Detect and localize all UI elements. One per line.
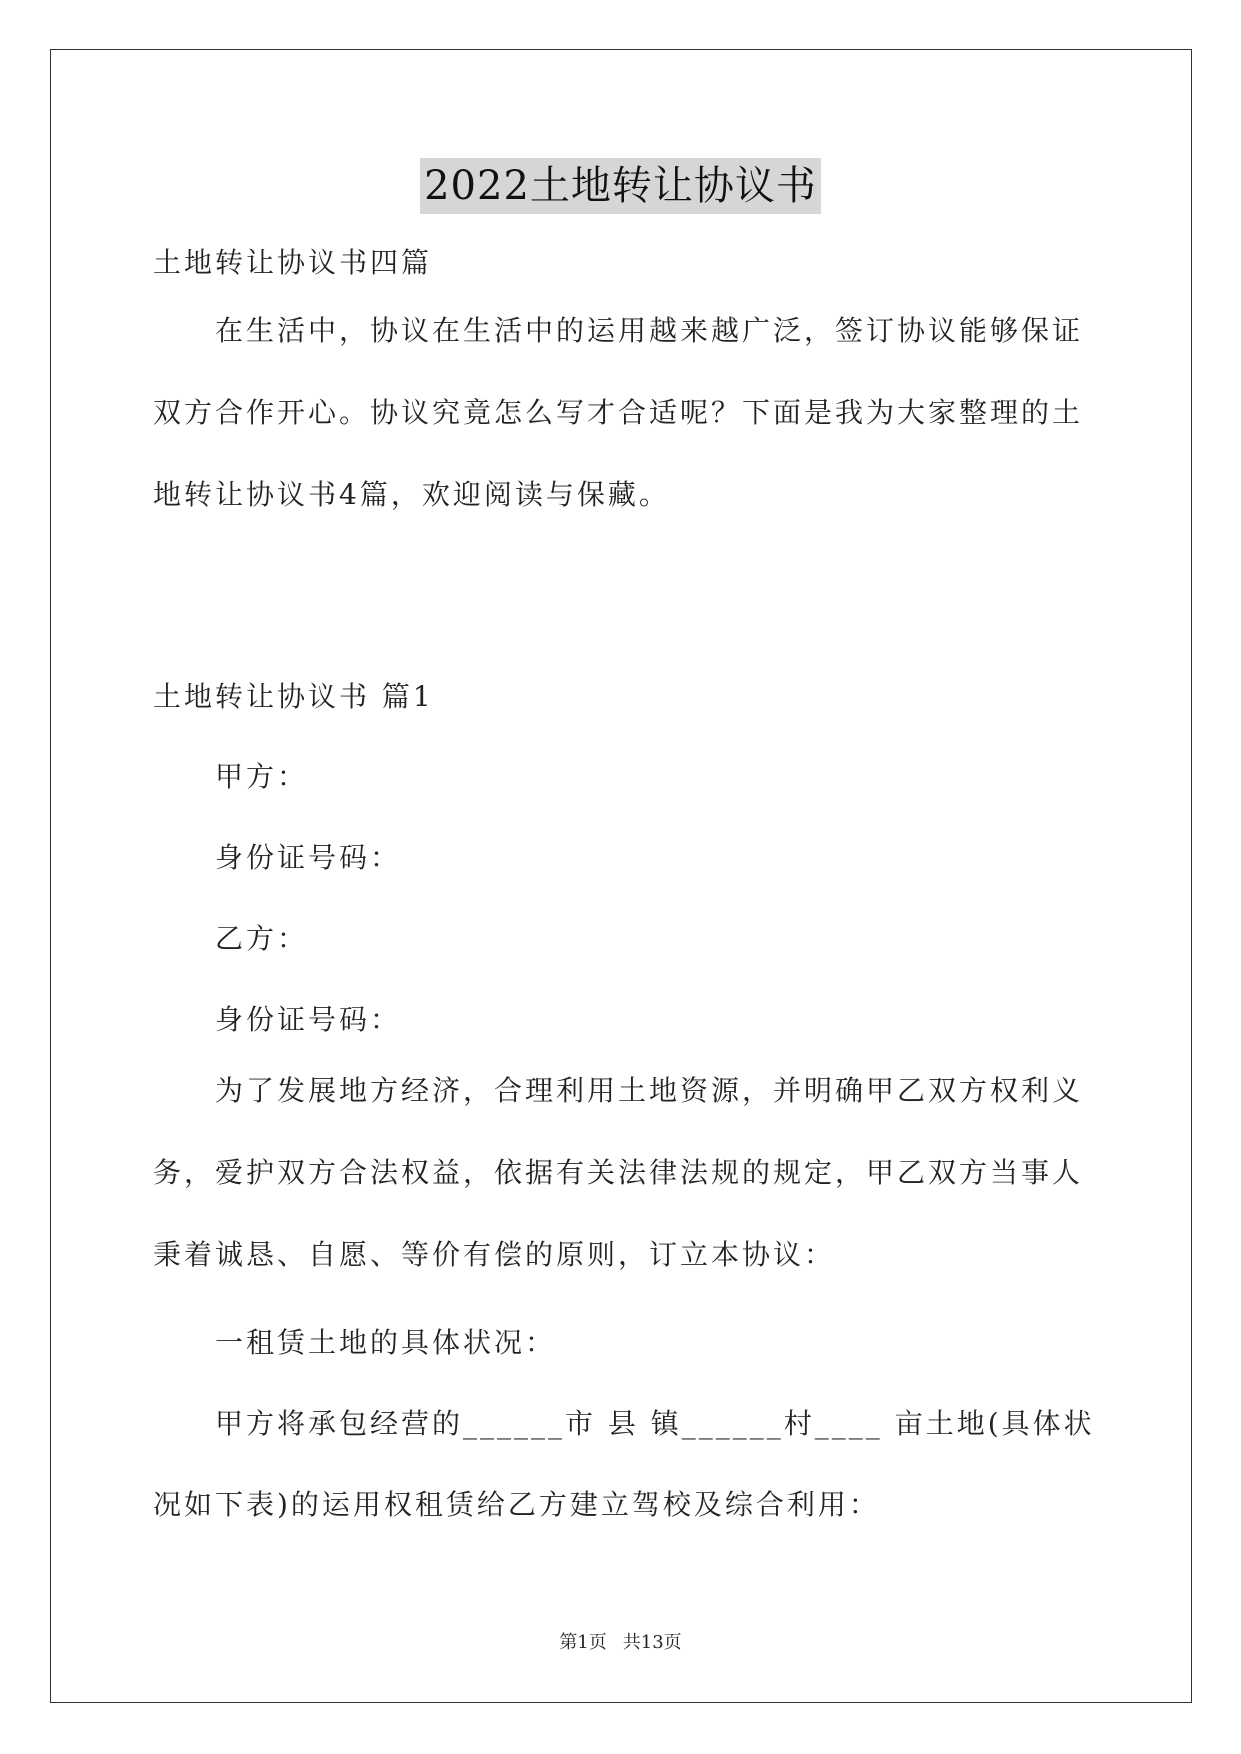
party-a-label: 甲方： (215, 760, 309, 793)
clause-1-line-1: 甲方将承包经营的______市 县 镇______村____ 亩土地(具体状 (215, 1407, 1095, 1440)
page-footer (0, 1628, 1241, 1654)
party-a-id-label: 身份证号码： (215, 841, 402, 874)
document-subtitle: 土地转让协议书四篇 (153, 246, 433, 279)
page-number-current: 第1页 (559, 1632, 607, 1653)
party-b-id-label: 身份证号码： (215, 1003, 402, 1036)
purpose-paragraph: 为了发展地方经济，合理利用土地资源，并明确甲乙双方权利义务，爱护双方合法权益，依据有关法律法规的规定，甲乙双方当事人秉着诚恳、自愿、等价有偿的原则，订立本协议： (153, 1074, 1084, 1271)
title-container (0, 158, 1241, 214)
section-heading: 土地转让协议书 篇1 (153, 680, 434, 713)
clause-1-line-2: 况如下表)的运用权租赁给乙方建立驾校及综合利用： (153, 1488, 880, 1521)
intro-paragraph: 在生活中，协议在生活中的运用越来越广泛，签订协议能够保证双方合作开心。协议究竟怎么写才合适呢？下面是我为大家整理的土地转让协议书4篇，欢迎阅读与保藏。 (153, 314, 1084, 511)
clause-1-heading: 一租赁土地的具体状况： (215, 1326, 557, 1359)
document-title: 2022土地转让协议书 (420, 158, 821, 214)
party-b-label: 乙方： (215, 922, 309, 955)
page-number-total: 共13页 (622, 1632, 682, 1653)
